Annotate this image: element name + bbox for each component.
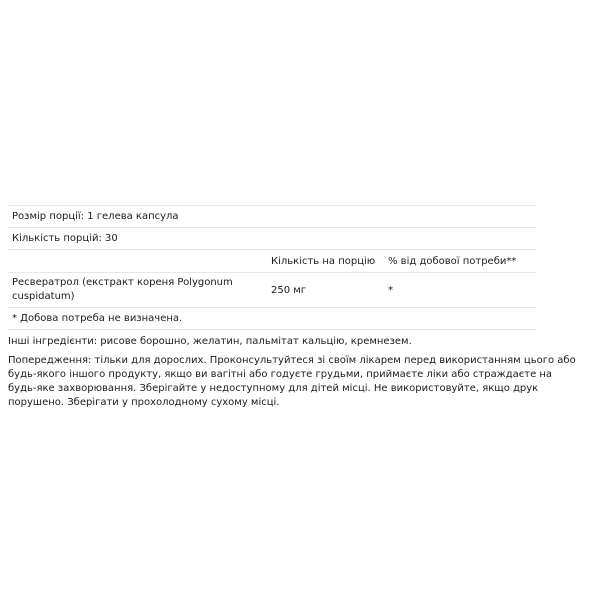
header-amount-per-serving: Кількість на порцію [271,256,376,267]
servings-count-row [8,227,536,249]
ingredient-name: Ресвератрол (екстракт кореня Polygonum cuspidatum) [12,277,233,302]
serving-size: Розмір порції: 1 гелева капсула [12,211,179,222]
serving-size-row [8,205,536,227]
daily-value-footnote: * Добова потреба не визначена. [12,313,183,324]
servings-count: Кількість порцій: 30 [12,233,118,244]
ingredient-daily-value: * [388,285,393,296]
table-row [8,272,536,307]
supplement-facts-table [8,205,536,330]
table-header-row [8,249,536,272]
warnings-text: Попередження: тільки для дорослих. Проконсультуйтеся зі своїм лікарем перед використанням цього або будь-якого іншого продукту, якщо ви вагітні або годуєте грудьми, приймаєте ліки або страждаєте на будь-яке захворювання. Зберігайте у недоступному для дітей місці. Не використовуйте, якщо друк порушено. Зберігати у прохолодному сухому місці. [8,355,576,408]
ingredient-amount: 250 мг [271,285,307,296]
other-ingredients: Інші інгредієнти: рисове борошно, желатин, пальмітат кальцію, кремнезем. [8,336,412,347]
footnote-row [8,307,536,330]
header-daily-value: % від добової потреби** [388,256,517,267]
